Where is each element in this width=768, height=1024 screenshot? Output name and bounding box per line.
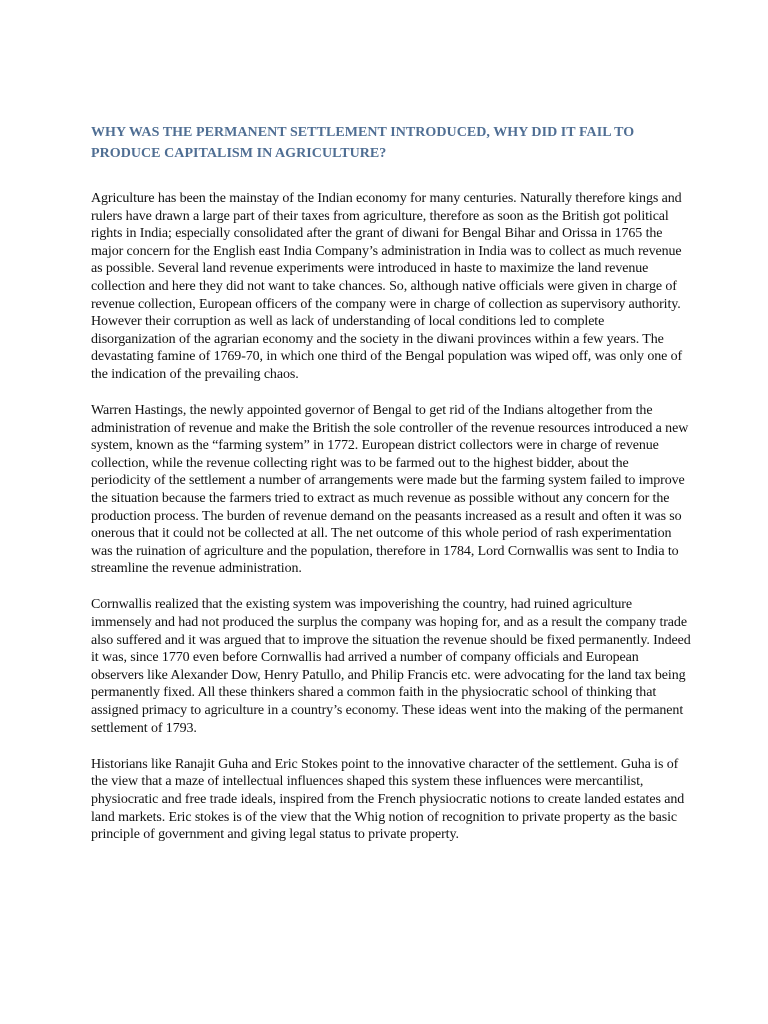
document-body — [91, 190, 691, 862]
paragraph-4: Historians like Ranajit Guha and Eric Stokes point to the innovative character of the settlement. Guha is of the view that a maze of intellectual influences shaped this system these influences were mercantilist, physiocratic and free trade ideals, inspired from the French physiocratic notions to create landed estates and land markets. Eric stokes is of the view that the Whig notion of recognition to private property as the basic principle of government and giving legal status to private property. — [91, 756, 685, 843]
paragraph-1: Agriculture has been the mainstay of the Indian economy for many centuries. Naturally therefore kings and rulers have drawn a large part of their taxes from agriculture, therefore as soon as the British got political rights in India; especially consolidated after the grant of diwani for Bengal Bihar and Orissa in 1765 the major concern for the English east India Company’s administration in India was to collect as much revenue as possible. Several land revenue experiments were introduced in haste to maximize the land revenue collection and here they did not want to take chances. So, although native officials were given in charge of revenue collection, European officers of the company were in charge of collection as supervisory authority. However their corruption as well as lack of understanding of local conditions led to complete disorganization of the agrarian economy and the society in the diwani provinces within a few years. The devastating famine of 1769-70, in which one third of the Bengal population was wiped off, was only one of the indication of the prevailing chaos. — [91, 191, 683, 382]
paragraph-2: Warren Hastings, the newly appointed governor of Bengal to get rid of the Indians altogether from the administration of revenue and make the British the sole controller of the revenue resources introduced a new system, known as the “farming system” in 1772. European district collectors were in charge of revenue collection, while the revenue collecting right was to be farmed out to the highest bidder, about the periodicity of the settlement a number of arrangements were made but the farming system failed to improve the situation because the farmers tried to extract as much revenue as possible without any concern for the production process. The burden of revenue demand on the peasants increased as a result and often it was so onerous that it could not be collected at all. The net outcome of this whole period of rash experimentation was the ruination of agriculture and the population, therefore in 1784, Lord Cornwallis was sent to India to streamline the revenue administration. — [91, 403, 689, 577]
document-title: WHY WAS THE PERMANENT SETTLEMENT INTRODUCED, WHY DID IT FAIL TO PRODUCE CAPITALISM IN AGRICULTURE? — [91, 125, 635, 161]
paragraph-3: Cornwallis realized that the existing system was impoverishing the country, had ruined agriculture immensely and had not produced the surplus the company was hoping for, and as a result the company trade also suffered and it was argued that to improve the situation the revenue should be fixed permanently. Indeed it was, since 1770 even before Cornwallis had arrived a number of company officials and European observers like Alexander Dow, Henry Patullo, and Philip Francis etc. were advocating for the land tax being permanently fixed. All these thinkers shared a common faith in the physiocratic school of thinking that assigned primacy to agriculture in a country’s economy. These ideas went into the making of the permanent settlement of 1793. — [91, 597, 691, 736]
